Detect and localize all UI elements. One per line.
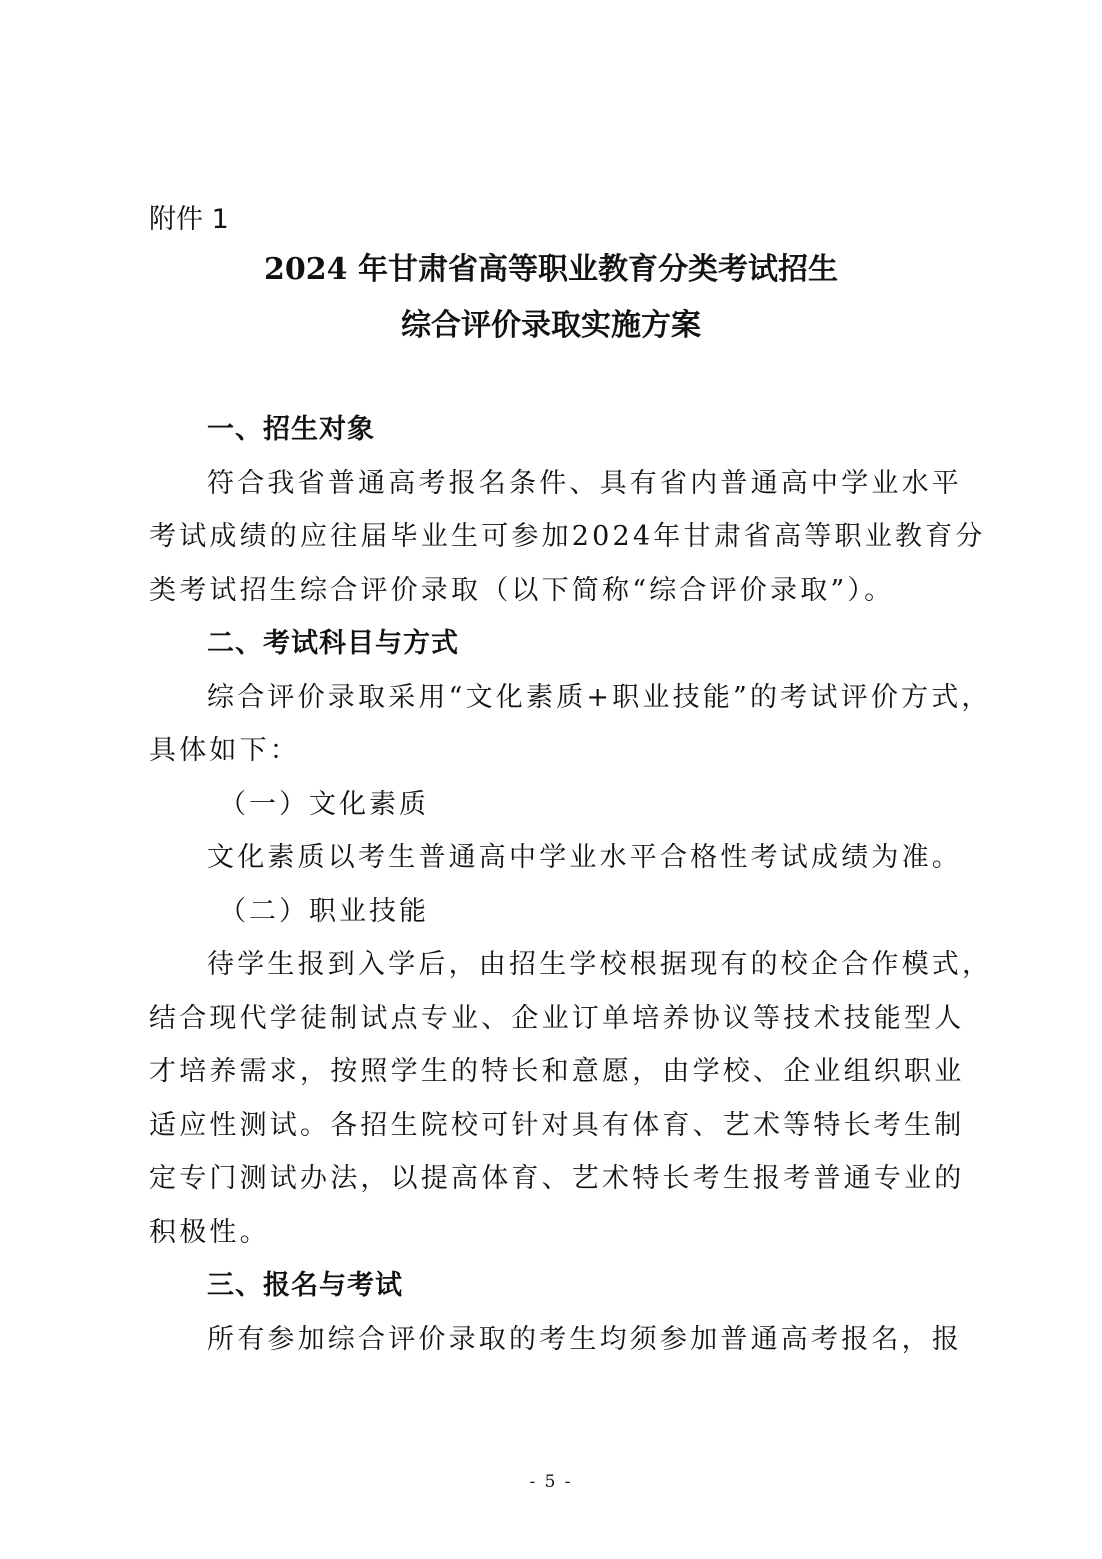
page-number: - 5 - [529, 1472, 573, 1492]
subsection-heading-2: （二）职业技能 [219, 895, 429, 927]
section-heading-3: 三、报名与考试 [207, 1270, 403, 1301]
attachment-label: 附件 1 [149, 204, 229, 235]
paragraph-line: 积极性。 [149, 1216, 270, 1248]
paragraph-line: 符合我省普通高考报名条件、具有省内普通高中学业水平 [207, 467, 962, 499]
document-body [149, 403, 993, 1366]
paragraph-line: 类考试招生综合评价录取（以下简称“综合评价录取”）。 [149, 574, 895, 606]
paragraph-line: 考试成绩的应往届毕业生可参加2024年甘肃省高等职业教育分 [149, 521, 986, 552]
document-title-line-2: 综合评价录取实施方案 [401, 308, 701, 343]
paragraph-line: 所有参加综合评价录取的考生均须参加普通高考报名，报 [207, 1323, 962, 1355]
paragraph-line: 文化素质以考生普通高中学业水平合格性考试成绩为准。 [207, 842, 962, 873]
paragraph-line: 适应性测试。各招生院校可针对具有体育、艺术等特长考生制 [149, 1109, 965, 1141]
paragraph-line: 结合现代学徒制试点专业、企业订单培养协议等技术技能型人 [149, 1002, 965, 1034]
document-title-line-1: 2024 年甘肃省高等职业教育分类考试招生 [264, 252, 838, 287]
section-heading-1: 一、招生对象 [207, 414, 375, 445]
paragraph-line: 才培养需求，按照学生的特长和意愿，由学校、企业组织职业 [149, 1056, 965, 1087]
paragraph-line: 待学生报到入学后，由招生学校根据现有的校企合作模式， [207, 949, 993, 980]
section-heading-2: 二、考试科目与方式 [207, 628, 459, 659]
paragraph-line: 综合评价录取采用“文化素质+职业技能”的考试评价方式， [207, 681, 992, 713]
paragraph-line: 具体如下： [149, 735, 300, 766]
subsection-heading-1: （一）文化素质 [219, 788, 429, 820]
paragraph-line: 定专门测试办法，以提高体育、艺术特长考生报考普通专业的 [149, 1163, 965, 1194]
